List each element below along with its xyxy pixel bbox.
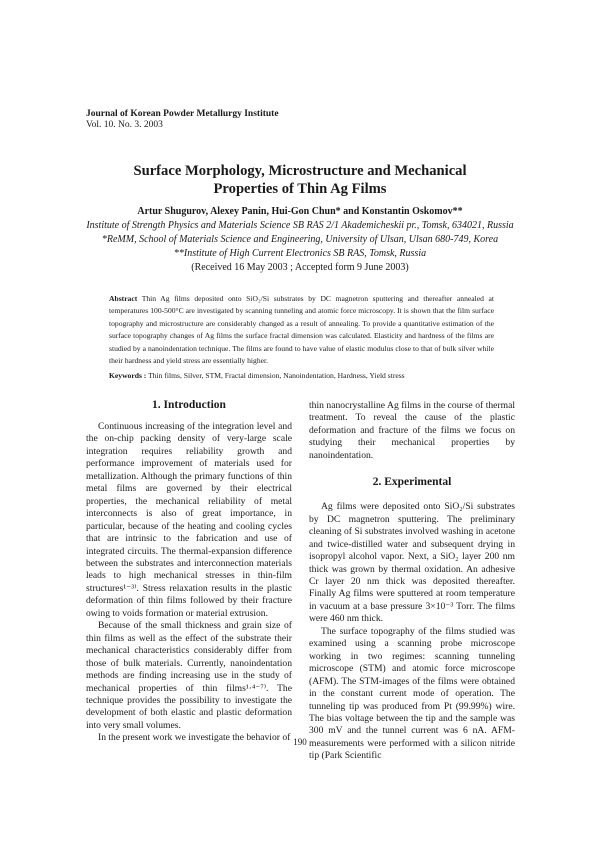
intro-continuation: thin nanocrystalline Ag films in the course of thermal treatment. To reveal the cause of the plastic deformation and fracture of the films we focus on studying their mechanical properties by nanoindentation.: [309, 400, 515, 461]
right-column: [309, 400, 515, 763]
journal-name: Journal of Korean Powder Metallurgy Institute: [86, 109, 279, 119]
introduction-heading: 1. Introduction: [152, 399, 226, 411]
keywords-label: Keywords :: [109, 371, 147, 380]
abstract-text: Thin Ag films deposited onto SiO₂/Si substrates by DC magnetron sputtering and thereafter annealed at temperatures 100-500°C are investigated by scanning tunneling and atomic force microscopy. It is shown that the film surface topography and microstructure are considerably changed as a result of annealing. To provide a quantitative estimation of the surface topography changes of Ag films the surface fractal dimension was calculated. Elasticity and hardness of the films are studied by a nanoindentation technique. The films are found to have value of elastic modulus close to that of bulk silver while their hardness and yield stress are essentially higher.: [109, 294, 494, 366]
journal-volume: Vol. 10. No. 3. 2003: [86, 120, 163, 130]
left-column: [86, 398, 292, 745]
abstract-label: Abstract: [109, 294, 138, 303]
intro-paragraph-1: Continuous increasing of the integration level and the on-chip packing density of very-large scale integration requires reliability growth and performance improvement of materials used for metallization. Although the primary functions of thin metal films are governed by their electrical properties, the mechanical reliability of metal interconnects is also of great importance, in particular, because of the heating and cooling cycles that are intrinsic to the fabrication and use of integrated circuits. The thermal-expansion difference between the substrates and interconnection materials leads to high mechanical stresses in thin-film structures¹⁻³⁾. Stress relaxation results in the plastic deformation of thin films followed by their fracture owing to voids formation or material extrusion.: [86, 421, 292, 619]
keywords-text: Thin films, Silver, STM, Fractal dimension, Nanoindentation, Hardness, Yield stress: [148, 371, 405, 380]
received-dates: (Received 16 May 2003 ; Accepted form 9 June 2003): [191, 262, 409, 273]
title-line-1: Surface Morphology, Microstructure and Mechanical: [133, 163, 467, 179]
intro-paragraph-3: In the present work we investigate the behavior of: [98, 732, 291, 744]
experimental-paragraph-1: Ag films were deposited onto SiO₂/Si substrates by DC magnetron sputtering. The preliminary cleaning of Si substrates involved washing in acetone and twice-distilled water and subsequent drying in isopropyl alcohol vapor. Next, a SiO₂ layer 200 nm thick was grown by thermal oxidation. An adhesive Cr layer 20 nm thick was deposited thereafter. Finally Ag films were sputtered at room temperature in vacuum at a base pressure 3×10⁻³ Torr. The films were 460 nm thick.: [309, 501, 515, 625]
affiliation-3: **Institute of High Current Electronics SB RAS, Tomsk, Russia: [173, 248, 427, 259]
abstract: [109, 293, 494, 367]
intro-paragraph-2: Because of the small thickness and grain size of thin films as well as the effect of the substrate their mechanical characteristics considerably differ from those of bulk materials. Currently, nanoindentation methods are finding increasing use in the study of mechanical properties of thin films¹·⁴⁻⁷⁾. The technique provides the possibility to investigate the development of both elastic and plastic deformation into very small volumes.: [86, 620, 292, 731]
keywords: [109, 371, 509, 381]
author-block: [40, 205, 560, 275]
experimental-paragraph-2: The surface topography of the films studied was examined using a scanning probe microscope working in two regimes: scanning tunneling microscope (STM) and atomic force microscope (AFM). The STM-images of the films were obtained in the constant current mode of operation. The tunneling tip was produced from Pt (99.99%) wire. The bias voltage between the tip and the sample was 300 mV and the tunnel current was 6 nA. AFM-measurements were performed with a silicon nitride tip (Park Scientific: [309, 625, 515, 762]
affiliation-1: Institute of Strength Physics and Materials Science SB RAS 2/1 Akademicheskii pr., Tomsk, 634021, Russia: [86, 220, 514, 231]
paper-title: [60, 162, 540, 198]
page-number: 190: [293, 737, 307, 747]
experimental-heading: 2. Experimental: [372, 476, 452, 489]
affiliation-2: *ReMM, School of Materials Science and Engineering, University of Ulsan, Ulsan 680-749, Korea: [101, 234, 499, 245]
title-line-2: Properties of Thin Ag Films: [213, 181, 387, 197]
author-names: Artur Shugurov, Alexey Panin, Hui-Gon Chun* and Konstantin Oskomov**: [137, 206, 463, 217]
journal-header: [86, 109, 279, 131]
